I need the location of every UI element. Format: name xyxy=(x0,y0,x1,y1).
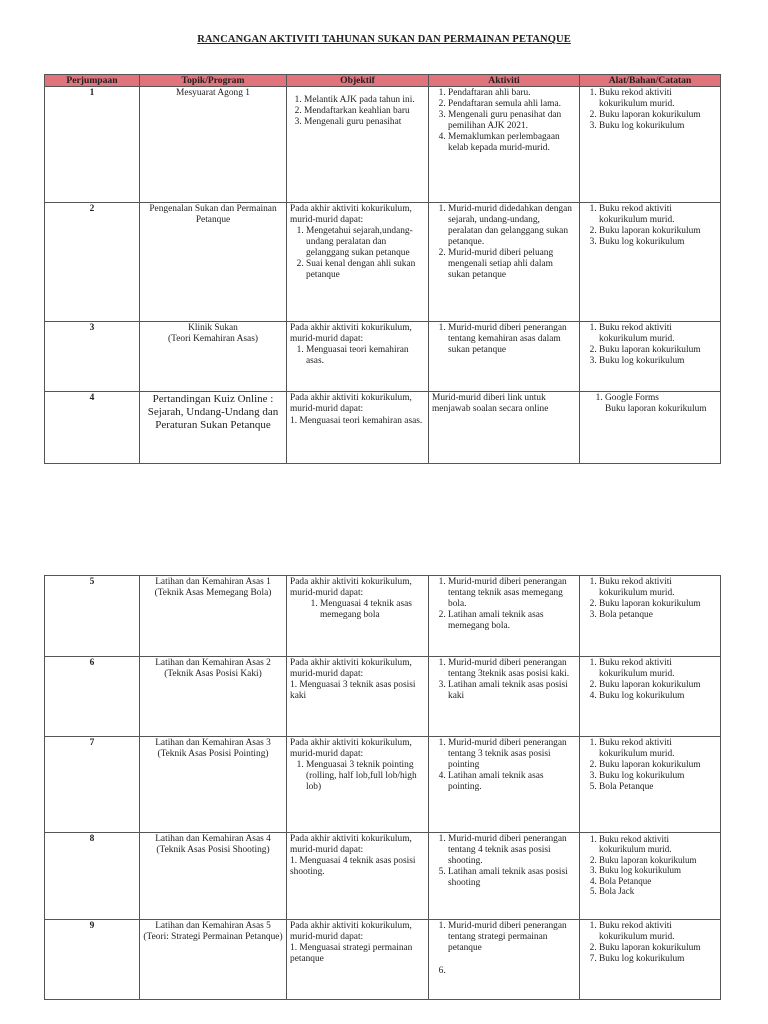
list-item: 1. Murid-murid diberi penerangan tentang strategi permainan petanque xyxy=(448,921,576,954)
topic-subtitle: (Teknik Asas Memegang Bola) xyxy=(154,588,272,598)
objective-list xyxy=(290,95,425,128)
objective-list xyxy=(290,760,425,793)
topic-text: Klinik Sukan xyxy=(188,323,238,333)
list-item: 2. Latihan amali teknik asas memegang bola. xyxy=(448,610,576,632)
list-item: 2. Buku laporan kokurikulum xyxy=(599,110,717,121)
materials-list xyxy=(583,921,717,965)
objective-intro: Pada akhir aktiviti kokurikulum, murid-murid dapat: xyxy=(290,393,412,414)
objective-intro: Pada akhir aktiviti kokurikulum, murid-murid dapat: xyxy=(290,204,412,225)
list-item: 3. Mengenali guru penasihat dan pemilihan AJK 2021. xyxy=(448,110,576,132)
table-row xyxy=(45,737,721,833)
topic-text: Latihan dan Kemahiran Asas 2 xyxy=(155,658,271,668)
list-item: 3. Buku log kokurikulum xyxy=(599,865,717,875)
list-item: 2. Mendaftarkan keahlian baru xyxy=(304,106,425,117)
objective-text: 1. Menguasai strategi permainan petanque xyxy=(290,943,413,964)
topic-cell xyxy=(140,87,287,203)
header-objektif: Objektif xyxy=(287,75,429,87)
list-item: 2. Buku laporan kokurikulum xyxy=(599,345,717,356)
list-item: 2. Buku laporan kokurikulum xyxy=(599,760,717,771)
table-row xyxy=(45,392,721,464)
objective-cell xyxy=(287,87,429,203)
activity-list xyxy=(432,323,576,356)
topic-text: Latihan dan Kemahiran Asas 4 xyxy=(155,834,271,844)
list-item: 1. Buku rekod aktiviti kokurikulum murid. xyxy=(599,738,717,760)
objective-cell xyxy=(287,833,429,920)
activity-table-part-1 xyxy=(44,74,721,464)
objective-cell xyxy=(287,920,429,1000)
list-item: 1. Murid-murid didedahkan dengan sejarah, undang-undang, peralatan dan gelanggang sukan petanque. xyxy=(448,204,576,248)
list-item: 4. Latihan amali teknik asas pointing. xyxy=(448,771,576,793)
materials-cell xyxy=(580,203,721,322)
topic-cell xyxy=(140,737,287,833)
row-number: 4 xyxy=(45,392,140,464)
table-row xyxy=(45,920,721,1000)
list-item: 1. Menguasai teori kemahiran asas. xyxy=(306,345,425,367)
topic-cell xyxy=(140,657,287,737)
list-item: 1. Buku rekod aktiviti kokurikulum murid. xyxy=(599,577,717,599)
table-row xyxy=(45,657,721,737)
topic-cell xyxy=(140,576,287,657)
list-item: 1. Buku rekod aktiviti kokurikulum murid. xyxy=(599,88,717,110)
topic-subtitle: (Teknik Asas Posisi Pointing) xyxy=(157,749,269,759)
list-item: 1. Buku rekod aktiviti kokurikulum murid. xyxy=(599,323,717,345)
activity-cell xyxy=(429,833,580,920)
materials-list xyxy=(583,577,717,621)
row-number: 1 xyxy=(45,87,140,203)
list-item: 1. Mengetahui sejarah,undang-undang peralatan dan gelanggang sukan petanque xyxy=(306,226,425,259)
list-item: 1. Murid-murid diberi penerangan tentang 4 teknik asas posisi shooting. xyxy=(448,834,576,867)
list-item: 1. Menguasai 4 teknik asas memegang bola xyxy=(320,599,425,621)
list-item: 1. Buku rekod aktiviti kokurikulum murid. xyxy=(599,204,717,226)
header-aktiviti: Aktiviti xyxy=(429,75,580,87)
activity-cell xyxy=(429,203,580,322)
list-item: 2. Buku laporan kokurikulum xyxy=(599,680,717,691)
materials-cell xyxy=(580,657,721,737)
materials-cell xyxy=(580,737,721,833)
list-item: 5. Bola Jack xyxy=(599,886,717,896)
objective-intro: Pada akhir aktiviti kokurikulum, murid-murid dapat: xyxy=(290,658,412,679)
list-item: 5. Bola Petanque xyxy=(599,782,717,793)
row-number: 6 xyxy=(45,657,140,737)
header-topik: Topik/Program xyxy=(140,75,287,87)
objective-cell xyxy=(287,737,429,833)
list-item: 4. Buku log kokurikulum xyxy=(599,691,717,702)
materials-list xyxy=(583,738,717,793)
list-item: 2. Buku laporan kokurikulum xyxy=(599,943,717,954)
topic-text: Latihan dan Kemahiran Asas 3 xyxy=(155,738,271,748)
list-item: 1. Buku rekod aktiviti kokurikulum murid. xyxy=(599,921,717,943)
list-item: 1. Murid-murid diberi penerangan tentang 3teknik asas posisi kaki. xyxy=(448,658,576,680)
list-item: 2. Buku laporan kokurikulum xyxy=(599,855,717,865)
row-number: 3 xyxy=(45,322,140,392)
table-row xyxy=(45,203,721,322)
list-item: 3. Buku log kokurikulum xyxy=(599,121,717,132)
topic-cell xyxy=(140,322,287,392)
materials-cell xyxy=(580,322,721,392)
objective-intro: Pada akhir aktiviti kokurikulum, murid-murid dapat: xyxy=(290,738,412,759)
activity-list xyxy=(432,577,576,632)
header-alat: Alat/Bahan/Catatan xyxy=(580,75,721,87)
objective-cell xyxy=(287,392,429,464)
topic-text: Pengenalan Sukan dan Permainan Petanque xyxy=(149,204,277,225)
list-item: 1. Murid-murid diberi penerangan tentang kemahiran asas dalam sukan petanque xyxy=(448,323,576,356)
activity-cell xyxy=(429,87,580,203)
table-row xyxy=(45,833,721,920)
topic-subtitle: (Teknik Asas Posisi Kaki) xyxy=(164,669,262,679)
objective-intro: Pada akhir aktiviti kokurikulum, murid-murid dapat: xyxy=(290,577,412,598)
objective-intro: Pada akhir aktiviti kokurikulum, murid-murid dapat: xyxy=(290,323,412,344)
topic-cell xyxy=(140,203,287,322)
list-item: 2. Buku laporan kokurikulum xyxy=(599,599,717,610)
list-item: 1. Buku rekod aktiviti kokurikulum murid. xyxy=(599,834,717,855)
list-item: 2. Buku laporan kokurikulum xyxy=(599,226,717,237)
activity-cell xyxy=(429,737,580,833)
activity-list xyxy=(432,834,576,889)
list-item: 2. Murid-murid diberi peluang mengenali setiap ahli dalam sukan petanque xyxy=(448,248,576,281)
topic-cell xyxy=(140,392,287,464)
topic-text: Latihan dan Kemahiran Asas 5 xyxy=(155,921,271,931)
list-item: 4. Bola Petanque xyxy=(599,876,717,886)
activity-cell xyxy=(429,392,580,464)
objective-text: 1. Menguasai teori kemahiran asas. xyxy=(290,416,423,426)
objective-intro: Pada akhir aktiviti kokurikulum, murid-murid dapat: xyxy=(290,834,412,855)
list-item: 4. Memaklumkan perlembagaan kelab kepada murid-murid. xyxy=(448,132,576,154)
topic-subtitle: (Teknik Asas Posisi Shooting) xyxy=(156,845,270,855)
objective-cell xyxy=(287,322,429,392)
objective-cell xyxy=(287,203,429,322)
activity-list xyxy=(432,204,576,281)
objective-list xyxy=(290,226,425,281)
activity-text: Murid-murid diberi link untuk menjawab soalan secara online xyxy=(432,393,549,414)
list-item: 2. Pendaftaran semula ahli lama. xyxy=(448,99,576,110)
materials-cell xyxy=(580,833,721,920)
activity-cell xyxy=(429,657,580,737)
objective-list xyxy=(290,599,425,621)
header-perjumpaan: Perjumpaan xyxy=(45,75,140,87)
materials-list xyxy=(583,323,717,367)
topic-text: Mesyuarat Agong 1 xyxy=(176,88,250,98)
materials-list xyxy=(583,393,717,415)
activity-list xyxy=(432,921,576,977)
topic-text: Latihan dan Kemahiran Asas 1 xyxy=(155,577,271,587)
list-item: 1. Murid-murid diberi penerangan tentang 3 teknik asas posisi pointing xyxy=(448,738,576,771)
objective-intro: Pada akhir aktiviti kokurikulum, murid-murid dapat: xyxy=(290,921,412,942)
list-item: Buku laporan kokurikulum xyxy=(605,404,707,414)
objective-text: 1. Menguasai 4 teknik asas posisi shooting. xyxy=(290,856,416,877)
materials-cell xyxy=(580,392,721,464)
row-number: 7 xyxy=(45,737,140,833)
list-item: 2. Suai kenal dengan ahli sukan petanque xyxy=(306,259,425,281)
materials-list xyxy=(583,88,717,132)
table-row xyxy=(45,322,721,392)
materials-list xyxy=(583,834,717,896)
list-item: 1. Pendaftaran ahli baru. xyxy=(448,88,576,99)
topic-subtitle: (Teori Kemahiran Asas) xyxy=(168,334,258,344)
activity-cell xyxy=(429,920,580,1000)
activity-list xyxy=(432,658,576,702)
list-item: 1. Menguasai 3 teknik pointing (rolling, half lob,full lob/high lob) xyxy=(306,760,425,793)
list-item: 1. Buku rekod aktiviti kokurikulum murid. xyxy=(599,658,717,680)
topic-cell xyxy=(140,833,287,920)
activity-list xyxy=(432,88,576,154)
list-item: 7. Buku log kokurikulum xyxy=(599,954,717,965)
activity-cell xyxy=(429,576,580,657)
row-number: 2 xyxy=(45,203,140,322)
materials-cell xyxy=(580,576,721,657)
objective-list xyxy=(290,345,425,367)
objective-cell xyxy=(287,657,429,737)
materials-cell xyxy=(580,87,721,203)
list-item: 3. Latihan amali teknik asas posisi kaki xyxy=(448,680,576,702)
materials-cell xyxy=(580,920,721,1000)
list-item: 1. Melantik AJK pada tahun ini. xyxy=(304,95,425,106)
list-item: 1. Murid-murid diberi penerangan tentang teknik asas memegang bola. xyxy=(448,577,576,610)
list-item: 3. Buku log kokurikulum xyxy=(599,237,717,248)
objective-text: 1. Menguasai 3 teknik asas posisi kaki xyxy=(290,680,416,701)
row-number: 5 xyxy=(45,576,140,657)
objective-cell xyxy=(287,576,429,657)
table-row xyxy=(45,576,721,657)
list-item: 3. Buku log kokurikulum xyxy=(599,356,717,367)
materials-list xyxy=(583,204,717,248)
list-item: 3. Buku log kokurikulum xyxy=(599,771,717,782)
table-header-row xyxy=(45,75,721,87)
list-item: 5. Latihan amali teknik asas posisi shooting xyxy=(448,867,576,889)
list-item: 3. Bola petanque xyxy=(599,610,717,621)
activity-table-part-2 xyxy=(44,575,721,1000)
activity-list xyxy=(432,738,576,793)
topic-cell xyxy=(140,920,287,1000)
activity-cell xyxy=(429,322,580,392)
topic-text: Pertandingan Kuiz Online : Sejarah, Undang-Undang dan Peraturan Sukan Petanque xyxy=(147,393,279,431)
row-number: 8 xyxy=(45,833,140,920)
list-item: 1. Google Forms xyxy=(605,393,717,404)
list-item: 3. Mengenali guru penasihat xyxy=(304,117,425,128)
table-row xyxy=(45,87,721,203)
materials-list xyxy=(583,658,717,702)
row-number: 9 xyxy=(45,920,140,1000)
document-title: RANCANGAN AKTIVITI TAHUNAN SUKAN DAN PERMAINAN PETANQUE xyxy=(197,34,571,45)
topic-subtitle: (Teori: Strategi Permainan Petanque) xyxy=(143,932,283,942)
list-item xyxy=(448,966,576,977)
